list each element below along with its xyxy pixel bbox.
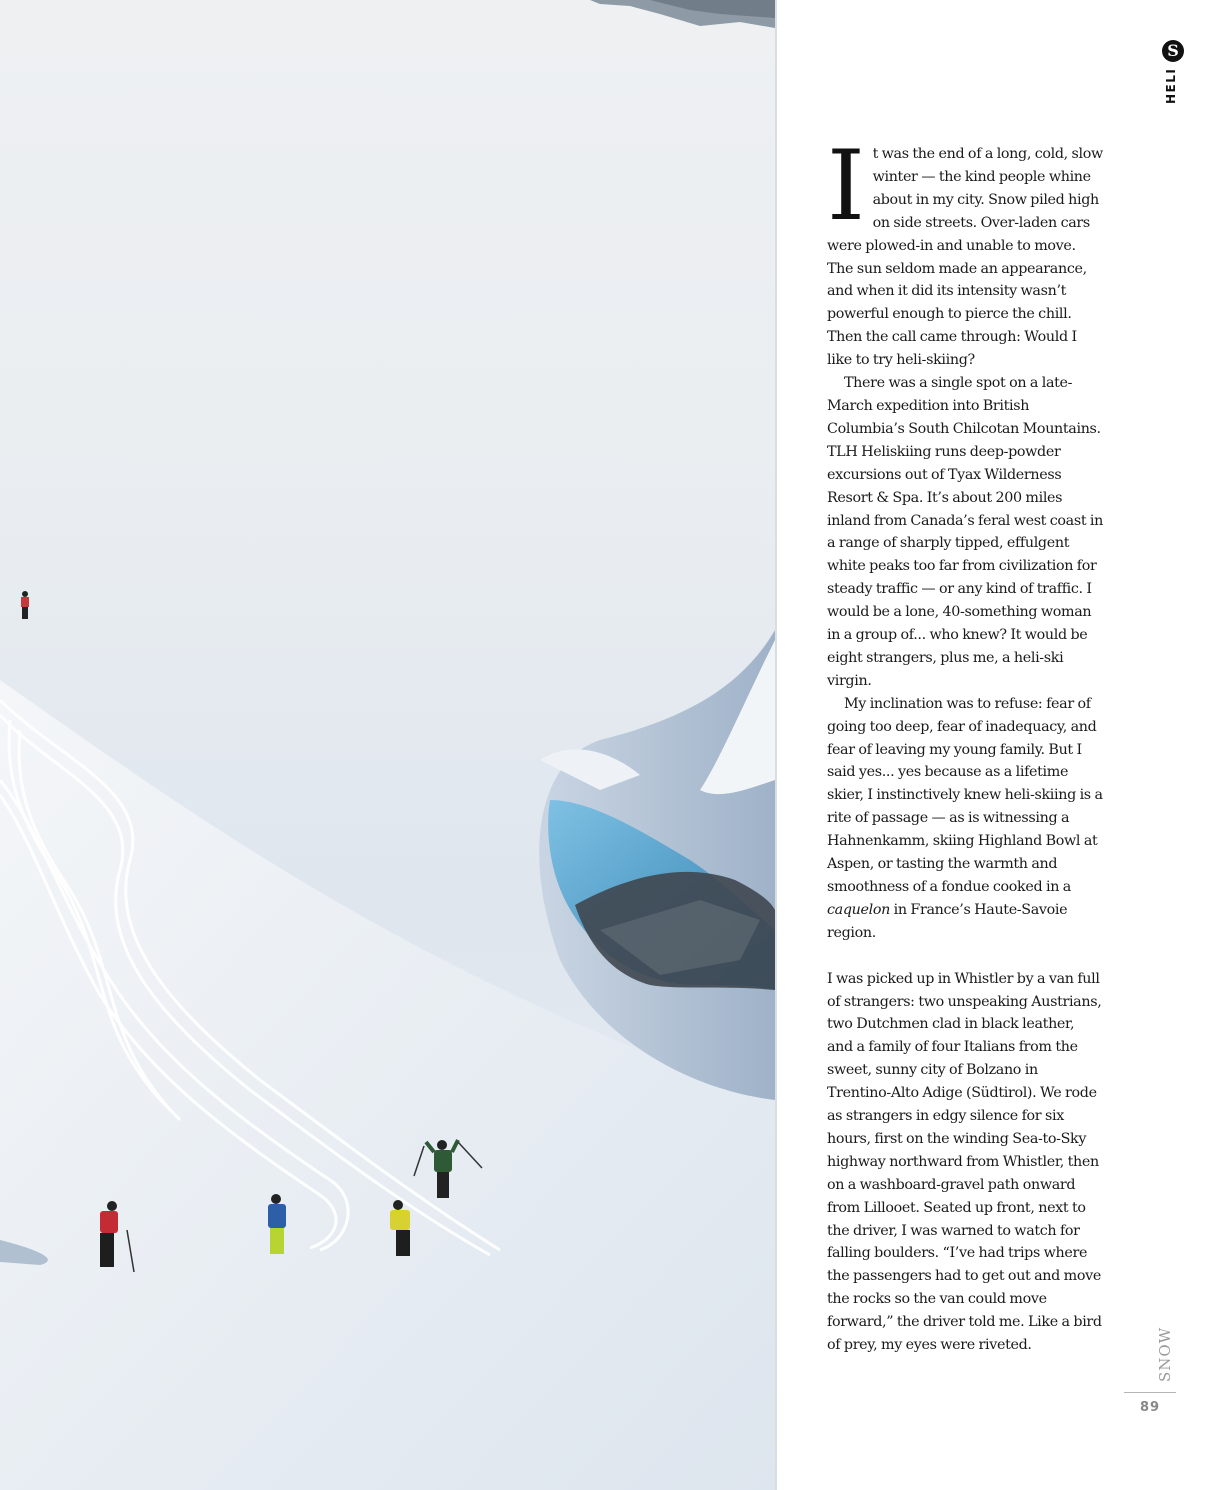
paragraph-3-text-a: My inclination was to refuse: fear of going too deep, fear of inadequacy, and fear of leaving my young family. But I said yes... yes because as a lifetime skier, I instinctively knew heli-skiing is a rite of passage — as is witnessing a Hahnenkamm, skiing Highland Bowl at Aspen, or tasting the warmth and smoothness of a fondue cooked in a	[827, 695, 1103, 895]
section-label: HELI	[1164, 67, 1178, 104]
paragraph-1-text: t was the end of a long, cold, slow winter — the kind people whine about in my city. Snow piled high on side streets. Over-laden cars were plowed-in and unable to move. The sun seldom made an appearance, and when it did its intensity wasn’t powerful enough to pierce the chill. Then the call came through: Would I like to try heli-skiing?	[827, 146, 1103, 369]
drop-cap: I	[827, 130, 865, 242]
magazine-logo: S	[1162, 40, 1184, 62]
paragraph-1	[827, 130, 1103, 372]
page-number: 89	[1139, 1400, 1161, 1415]
paragraph-4: I was picked up in Whistler by a van full of strangers: two unspeaking Austrians, two Dutchmen clad in black leather, and a family of four Italians from the sweet, sunny city of Bolzano in Trentino-Alto Adige (Südtirol). We rode as strangers in edgy silence for six hours, first on the winding Sea-to-Sky highway northward from Whistler, then on a washboard-gravel path onward from Lillooet. Seated up front, next to the driver, I was warned to watch for falling boulders. “I’ve had trips where the passengers had to get out and move the rocks so the van could move forward,” the driver told me. Like a bird of prey, my eyes were riveted.	[827, 970, 1102, 1354]
paragraph-3-italic: caquelon	[827, 901, 890, 918]
article-body	[827, 130, 1104, 1357]
paragraph-2: There was a single spot on a late-March expedition into British Columbia’s South Chilcotan Mountains. TLH Heliskiing runs deep-powder excursions out of Tyax Wilderness Resort & Spa. It’s about 200 miles inland from Canada’s feral west coast in a range of sharply tipped, effulgent white peaks too far from civilization for steady traffic — or any kind of traffic. I would be a lone, 40-something woman in a group of... who knew? It would be eight strangers, plus me, a heli-ski virgin.	[827, 375, 1104, 689]
paragraph-3-text-b: in France’s Haute-Savoie region.	[827, 901, 1068, 941]
folio-section-label: SNOW	[1156, 1326, 1174, 1382]
paragraph-3	[827, 693, 1103, 945]
folio-rule	[1124, 1392, 1176, 1393]
gutter-divider	[775, 0, 777, 1490]
